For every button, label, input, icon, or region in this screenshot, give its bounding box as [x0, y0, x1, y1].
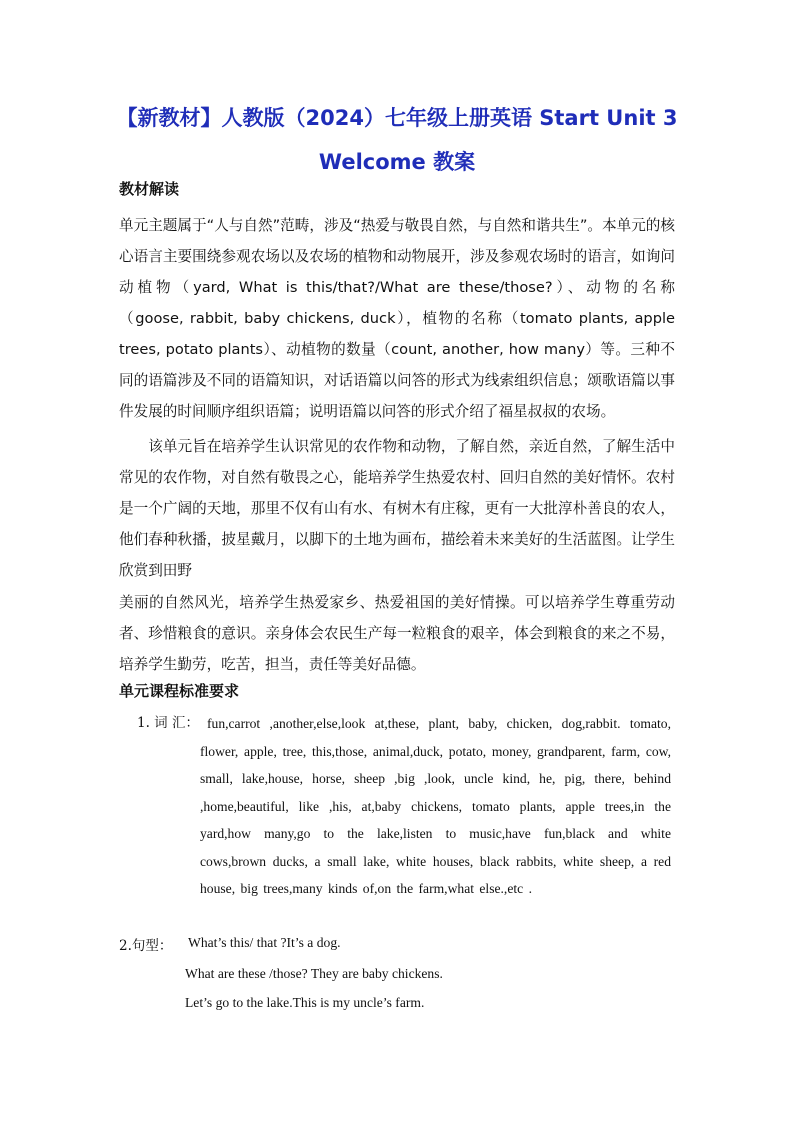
section-heading-material: 教材解读	[119, 180, 180, 198]
sentence-pattern-label: 2.句型：	[119, 938, 173, 954]
document-title-line-2: Welcome 教案	[318, 150, 476, 174]
section-heading-standards: 单元课程标准要求	[119, 682, 240, 700]
document-title-line-1: 【新教材】人教版（2024）七年级上册英语 Start Unit 3	[116, 106, 678, 130]
sentence-pattern-3: Let’s go to the lake.This is my uncle’s farm.	[185, 995, 425, 1010]
paragraph-unit-values: 美丽的自然风光，培养学生热爱家乡、热爱祖国的美好情操。可以培养学生尊重劳动者、珍惜粮食的意识。亲身体会农民生产每一粒粮食的艰辛，体会到粮食的来之不易，培养学生勤劳，吃苦，担当，责任等美好品德。	[119, 594, 675, 673]
sentence-pattern-2: What are these /those? They are baby chickens.	[185, 966, 443, 981]
paragraph-unit-aim: 该单元旨在培养学生认识常见的农作物和动物，了解自然，亲近自然，了解生活中常见的农作物，对自然有敬畏之心，能培养学生热爱农村、回归自然的美好情怀。农村是一个广阔的天地，那里不仅有山有水、有树木有庄稼，更有一大批淳朴善良的农人，他们春种秋播，披星戴月，以脚下的土地为画布，描绘着未来美好的生活蓝图。让学生欣赏到田野	[119, 438, 675, 579]
vocabulary-list: fun,carrot ,another,else,look at,these, plant, baby, chicken, dog,rabbit. tomato, flower, apple, tree, this,those, animal,duck, potato, money, grandparent, farm, cow, small, lake,house, horse, sheep ,big ,look, uncle kind, he, pig, there, behind ,home,beautiful, like ,his, at,baby chickens, tomato plants, apple trees,in the yard,how many,go to the lake,listen to music,have fun,black and white cows,brown ducks, a small lake, white houses, black rabbits, white sheep, a red house, big trees,many kinds of,on the farm,what else.,etc .	[200, 716, 671, 896]
paragraph-unit-theme: 单元主题属于“人与自然”范畴，涉及“热爱与敬畏自然，与自然和谐共生”。本单元的核心语言主要围绕参观农场以及农场的植物和动物展开，涉及参观农场时的语言，如询问动植物（yard, What is this/that?/What are these/those?）、动物的名称（goose, rabbit, baby chickens, duck），植物的名称（tomato plants, apple trees, potato plants）、动植物的数量（count, another, how many）等。三种不同的语篇涉及不同的语篇知识，对话语篇以问答的形式为线索组织信息；颂歌语篇以事件发展的时间顺序组织语篇；说明语篇以问答的形式介绍了福星叔叔的农场。	[119, 217, 675, 420]
sentence-pattern-1: What’s this/ that ?It’s a dog.	[188, 935, 341, 950]
vocabulary-label: 1. 词 汇：	[137, 715, 199, 731]
